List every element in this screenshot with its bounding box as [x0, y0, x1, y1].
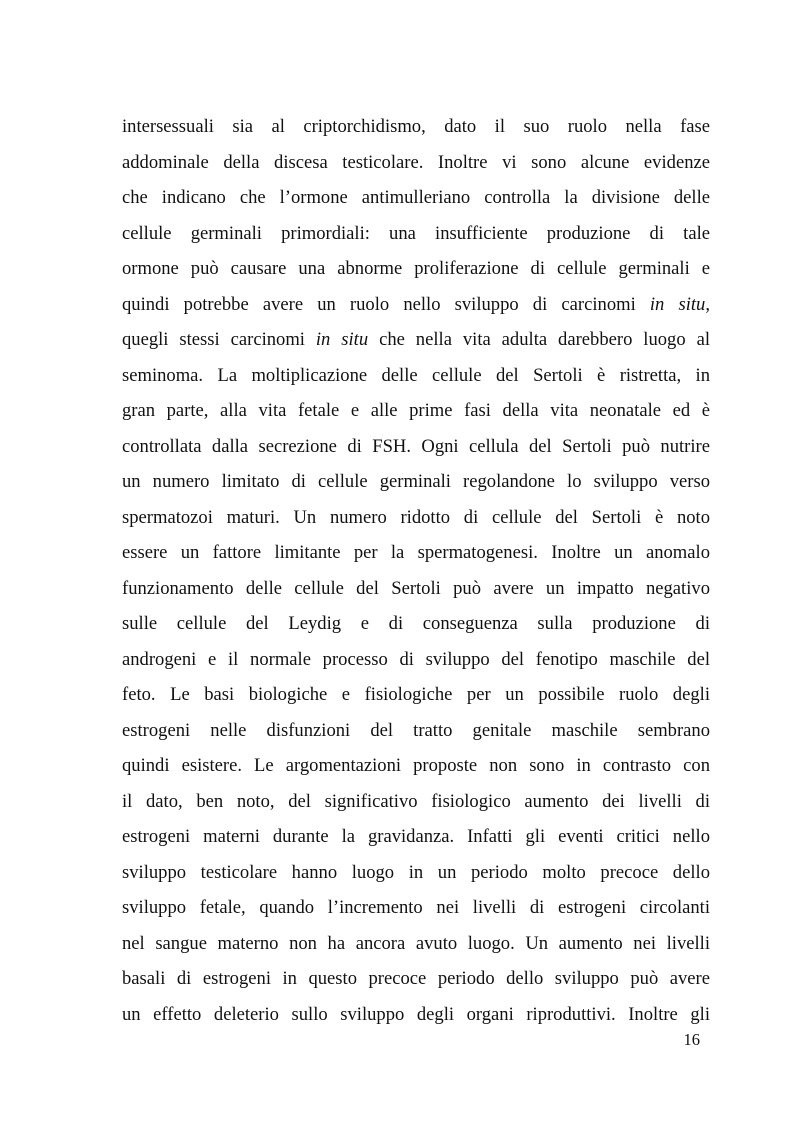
text-line — [122, 251, 710, 287]
text-line — [122, 358, 710, 394]
text-line — [122, 180, 710, 216]
text-run: il dato, ben noto, del significativo fisiologico aumento dei livelli di — [122, 790, 710, 812]
italic-term: in situ — [649, 293, 706, 315]
text-run: androgeni e il normale processo di sviluppo del fenotipo maschile del — [122, 648, 710, 670]
text-run: , — [705, 293, 710, 315]
text-line — [122, 571, 710, 607]
text-run: cellule germinali primordiali: una insufficiente produzione di tale — [122, 222, 710, 244]
text-run: un effetto deleterio sullo sviluppo degli organi riproduttivi. Inoltre gli — [122, 1003, 710, 1025]
italic-term: in situ — [315, 329, 369, 350]
text-line — [122, 216, 710, 252]
text-run: sviluppo testicolare hanno luogo in un periodo molto precoce dello — [122, 861, 710, 883]
text-line — [122, 819, 710, 855]
text-line — [122, 606, 710, 642]
body-paragraph — [122, 109, 710, 1032]
text-line — [122, 642, 710, 678]
text-run: funzionamento delle cellule del Sertoli può avere un impatto negativo — [122, 577, 710, 599]
text-line — [122, 677, 710, 713]
text-line — [122, 464, 710, 500]
text-run: seminoma. La moltiplicazione delle cellule del Sertoli è ristretta, in — [122, 364, 710, 386]
text-run: spermatozoi maturi. Un numero ridotto di cellule del Sertoli è noto — [122, 506, 710, 528]
text-line — [122, 109, 710, 145]
text-run: quegli stessi carcinomi — [122, 329, 316, 350]
text-line — [122, 997, 710, 1033]
text-line — [122, 535, 710, 571]
text-line — [122, 784, 710, 820]
text-run: quindi potrebbe avere un ruolo nello sviluppo di carcinomi — [122, 293, 650, 315]
text-run: essere un fattore limitante per la spermatogenesi. Inoltre un anomalo — [122, 542, 710, 563]
text-line — [122, 500, 710, 536]
text-run: gran parte, alla vita fetale e alle prime fasi della vita neonatale ed è — [122, 400, 710, 421]
text-run: sviluppo fetale, quando l’incremento nei livelli di estrogeni circolanti — [122, 897, 710, 918]
text-run: sulle cellule del Leydig e di conseguenza sulla produzione di — [122, 613, 710, 634]
text-line — [122, 713, 710, 749]
text-run: intersessuali sia al criptorchidismo, dato il suo ruolo nella fase — [122, 116, 710, 137]
text-line — [122, 322, 710, 358]
text-run: addominale della discesa testicolare. Inoltre vi sono alcune evidenze — [122, 151, 710, 173]
text-run: basali di estrogeni in questo precoce periodo dello sviluppo può avere — [122, 968, 710, 989]
text-run: quindi esistere. Le argomentazioni proposte non sono in contrasto con — [122, 755, 710, 776]
text-run: estrogeni materni durante la gravidanza. Infatti gli eventi critici nello — [122, 826, 710, 847]
text-line — [122, 145, 710, 181]
text-line — [122, 926, 710, 962]
text-line — [122, 890, 710, 926]
text-line — [122, 393, 710, 429]
text-line — [122, 855, 710, 891]
text-run: un numero limitato di cellule germinali regolandone lo sviluppo verso — [122, 471, 710, 492]
text-line — [122, 961, 710, 997]
text-run: controllata dalla secrezione di FSH. Ogni cellula del Sertoli può nutrire — [122, 435, 710, 457]
text-run: che nella vita adulta darebbero luogo al — [368, 329, 710, 350]
text-run: ormone può causare una abnorme proliferazione di cellule germinali e — [122, 258, 710, 279]
text-line — [122, 287, 710, 323]
text-run: nel sangue materno non ha ancora avuto luogo. Un aumento nei livelli — [122, 932, 710, 954]
text-run: estrogeni nelle disfunzioni del tratto genitale maschile sembrano — [122, 719, 710, 741]
page-number: 16 — [683, 1030, 700, 1049]
text-line — [122, 748, 710, 784]
text-run: feto. Le basi biologiche e fisiologiche per un possibile ruolo degli — [122, 684, 710, 705]
text-run: che indicano che l’ormone antimulleriano controlla la divisione delle — [122, 187, 710, 208]
text-line — [122, 429, 710, 465]
